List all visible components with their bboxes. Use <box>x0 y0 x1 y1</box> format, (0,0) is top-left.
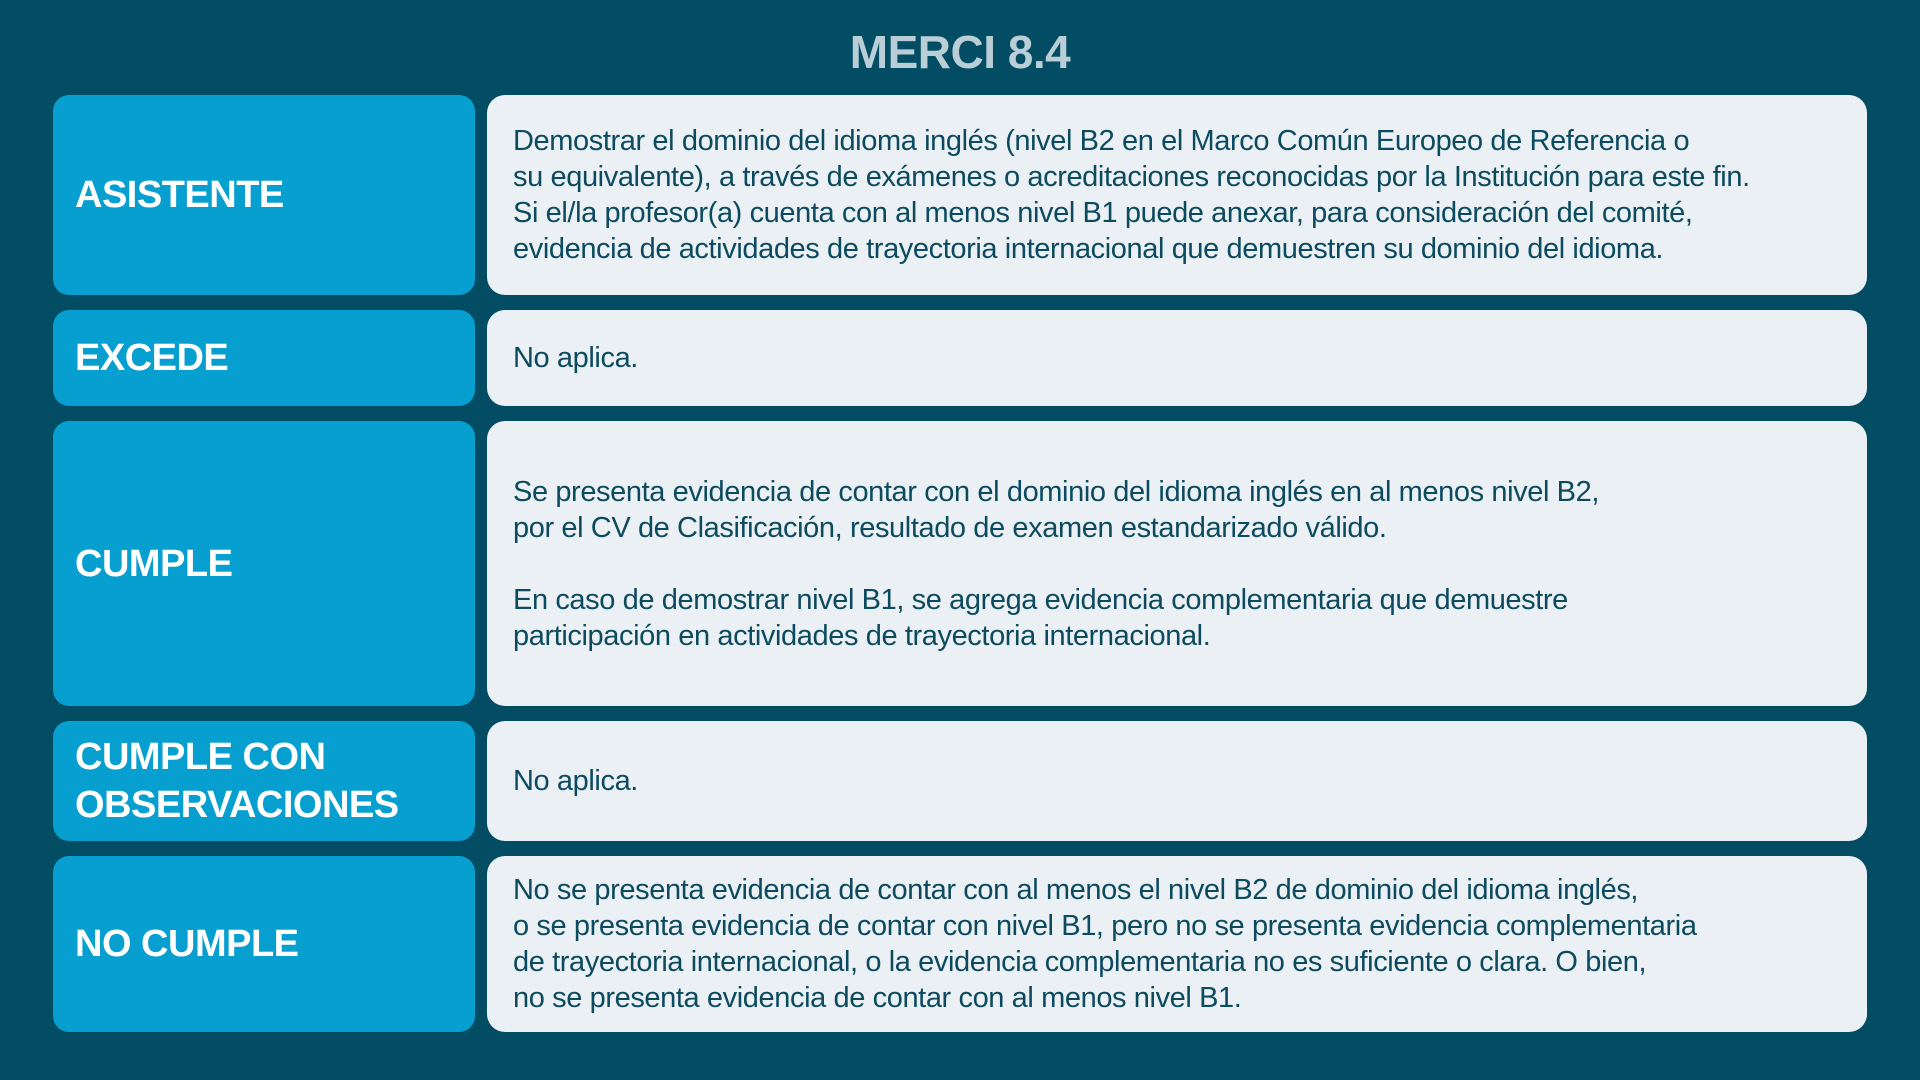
row-description <box>487 95 1867 295</box>
row-no-cumple <box>53 856 1867 1032</box>
row-label <box>53 310 475 406</box>
paragraph <box>513 582 1853 654</box>
paragraph <box>513 872 1853 1016</box>
text-line: o se presenta evidencia de contar con nivel B1, pero no se presenta evidencia complementaria <box>513 910 1697 942</box>
row-description <box>487 721 1867 841</box>
text-line: Se presenta evidencia de contar con el dominio del idioma inglés en al menos nivel B2, <box>513 475 1599 508</box>
paragraph <box>513 340 1853 376</box>
row-description <box>487 421 1867 706</box>
row-description <box>487 856 1867 1032</box>
row-label-line: OBSERVACIONES <box>75 784 399 826</box>
row-cumple-con-observaciones <box>53 721 1867 841</box>
text-line: evidencia de actividades de trayectoria internacional que demuestren su dominio del idioma. <box>513 233 1664 265</box>
text-line: No aplica. <box>513 342 638 374</box>
paragraph <box>513 123 1853 267</box>
page-title: MERCI 8.4 <box>849 26 1071 78</box>
paragraph <box>513 474 1853 546</box>
text-line: No se presenta evidencia de contar con al menos el nivel B2 de dominio del idioma inglés, <box>513 874 1639 906</box>
row-description <box>487 310 1867 406</box>
row-cumple <box>53 421 1867 706</box>
text-line: su equivalente), a través de exámenes o acreditaciones reconocidas por la Institución para este fin. <box>513 161 1750 193</box>
text-line: Si el/la profesor(a) cuenta con al menos nivel B1 puede anexar, para consideración del comité, <box>513 197 1693 229</box>
row-asistente <box>53 95 1867 295</box>
paragraph <box>513 763 1853 799</box>
row-label <box>53 721 475 841</box>
row-label <box>53 95 475 295</box>
row-label-line: CUMPLE CON <box>75 736 326 778</box>
row-label-line: ASISTENTE <box>75 174 284 216</box>
row-label-line: CUMPLE <box>75 542 233 585</box>
row-excede <box>53 310 1867 406</box>
row-label <box>53 856 475 1032</box>
text-line: de trayectoria internacional, o la evidencia complementaria no es suficiente o clara. O bien, <box>513 946 1647 978</box>
text-line: No aplica. <box>513 765 638 797</box>
text-line: Demostrar el dominio del idioma inglés (nivel B2 en el Marco Común Europeo de Referencia o <box>513 125 1690 157</box>
text-line: por el CV de Clasificación, resultado de examen estandarizado válido. <box>513 511 1387 544</box>
row-label-line: NO CUMPLE <box>75 923 299 965</box>
text-line: no se presenta evidencia de contar con al menos nivel B1. <box>513 982 1242 1014</box>
row-label-line: EXCEDE <box>75 337 229 379</box>
text-line: En caso de demostrar nivel B1, se agrega evidencia complementaria que demuestre <box>513 583 1568 616</box>
text-line: participación en actividades de trayectoria internacional. <box>513 619 1211 652</box>
row-label <box>53 421 475 706</box>
